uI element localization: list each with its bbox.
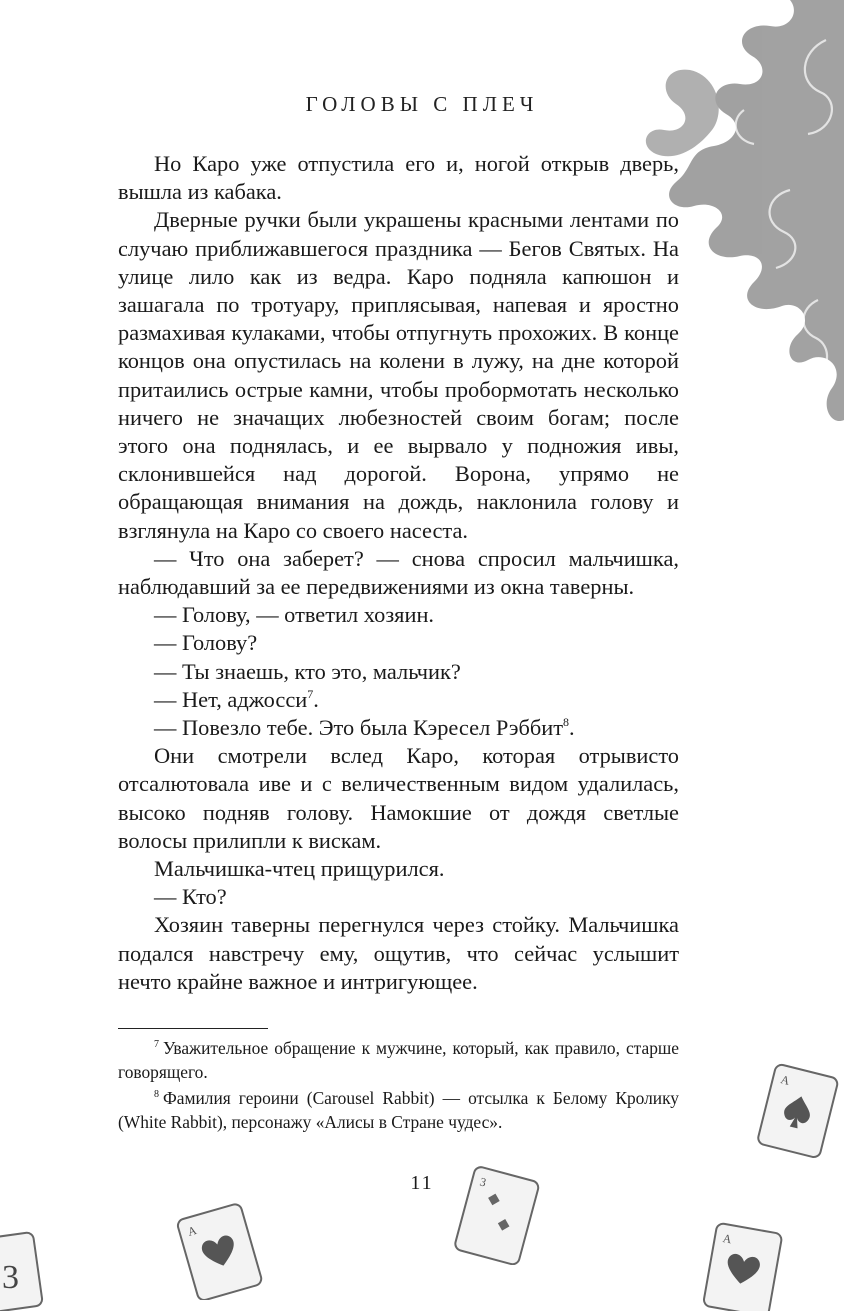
paragraph-with-footnote: [118, 686, 679, 714]
sentence-period: .: [313, 686, 319, 712]
footnote-reference[interactable]: 7: [307, 686, 314, 701]
paragraph: — Голову?: [154, 630, 258, 656]
svg-text:A: A: [721, 1230, 733, 1247]
paragraph-with-footnote: [118, 714, 679, 742]
paragraph: — Что она заберет? — снова спросил мальчишка, наблюдавший за ее передвижениями из окна таверны.: [118, 545, 679, 600]
footnote-reference[interactable]: 8: [563, 715, 570, 730]
paragraph-text: — Нет, аджосси: [154, 686, 308, 712]
footnotes: [118, 1037, 679, 1137]
footnote-text: Фамилия героини (Carousel Rabbit) — отсылка к Белому Кролику (White Rabbit), персонажу «Алисы в Стране чудес».: [118, 1088, 679, 1132]
paragraph: Дверные ручки были украшены красными лентами по случаю приближавшегося праздника — Бегов Святых. На улице лило как из ведра. Каро подняла капюшон и зашагала по тротуару, приплясывая, напевая и яростно размахивая кулаками, чтобы отпугнуть прохожих. В конце концов она опустилась на колени в лужу, на дне которой притаились острые камни, чтобы пробормотать несколько ничего не значащих любезностей своим богам; после этого она поднялась, и ее вырвало у подножия ивы, склонившейся над дорогой. Ворона, упрямо не обращающая внимания на дождь, наклонила голову и взглянула на Каро со своего насеста.: [118, 207, 679, 543]
svg-text:3: 3: [478, 1174, 488, 1190]
paragraph: Хозяин таверны перегнулся через стойку. Мальчишка подался навстречу ему, ощутив, что сейчас услышит нечто крайне важное и интригующее.: [118, 912, 679, 994]
footnote: [118, 1037, 679, 1084]
running-head: ГОЛОВЫ С ПЛЕЧ: [305, 92, 539, 116]
paragraph-text: — Повезло тебе. Это была Кэресел Рэббит: [154, 715, 564, 741]
page-number: 11: [410, 1172, 434, 1194]
footnote-text: Уважительное обращение к мужчине, который, как правило, старше говорящего.: [118, 1038, 679, 1082]
paragraph: Они смотрели вслед Каро, которая отрывисто отсалютовала иве и с величественным видом удалилась, высоко подняв голову. Намокшие от дождя светлые волосы прилипли к вискам.: [118, 743, 679, 853]
paragraph: — Ты знаешь, кто это, мальчик?: [154, 658, 461, 684]
body-text: [118, 150, 679, 996]
paragraph: — Голову, — ответил хозяин.: [154, 602, 435, 628]
svg-text:A: A: [185, 1223, 199, 1239]
heart-card-icon: [170, 1200, 270, 1300]
three-card-icon: [0, 1226, 44, 1311]
paragraph: Но Каро уже отпустила его и, ногой открыв дверь, вышла из кабака.: [118, 151, 679, 205]
paragraph: Мальчишка-чтец прищурился.: [154, 856, 445, 882]
diamond-card-icon: [448, 1165, 548, 1265]
svg-text:3: 3: [2, 1259, 19, 1296]
footnote-divider: [118, 1028, 268, 1029]
heart-card-icon: [694, 1218, 794, 1311]
footnote-number: 8: [154, 1089, 159, 1100]
footnote-number: 7: [154, 1039, 159, 1050]
svg-text:A: A: [779, 1072, 792, 1088]
sentence-period: .: [569, 715, 575, 741]
paragraph: — Кто?: [154, 884, 227, 910]
footnote: [118, 1087, 679, 1134]
spade-card-icon: [752, 1060, 844, 1160]
